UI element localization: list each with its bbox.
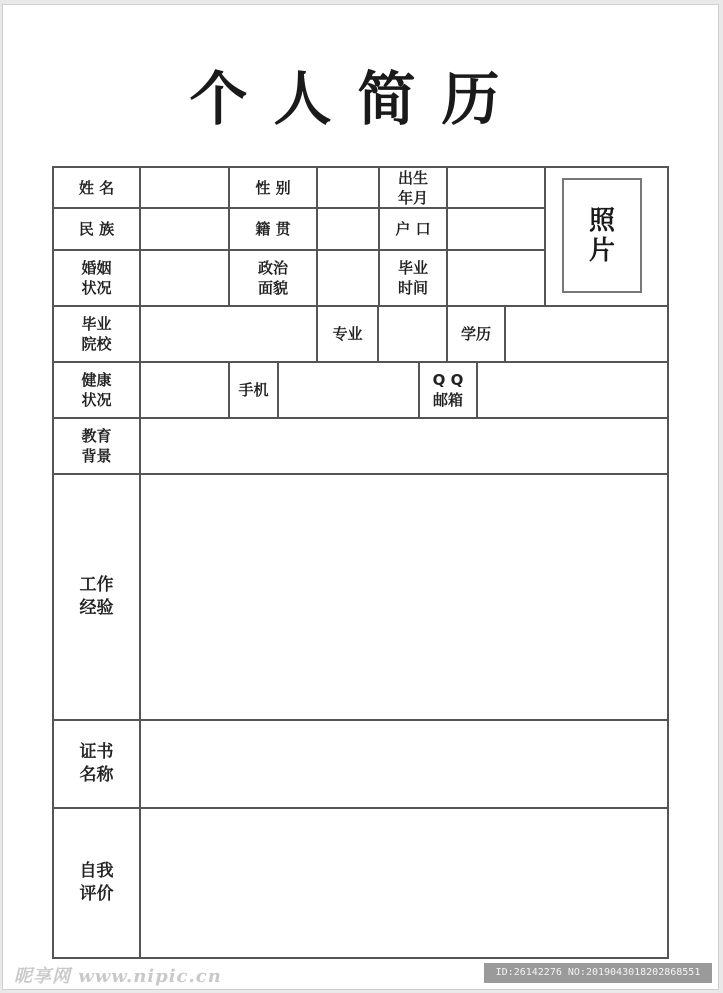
label-cell-native-place <box>230 209 316 249</box>
input-health[interactable] <box>141 363 228 417</box>
label-hukou: 户 口 <box>395 220 431 238</box>
label-education: 教育 背景 <box>81 427 112 465</box>
label-cell-health <box>54 363 139 417</box>
label-cell-certs <box>54 721 139 807</box>
label-cell-hukou <box>380 209 446 249</box>
input-gender[interactable] <box>318 168 378 207</box>
label-ethnicity: 民 族 <box>78 220 115 238</box>
input-self-eval[interactable] <box>141 809 667 957</box>
watermark-id: ID:26142276 NO:20190430182028685​51 <box>484 963 712 983</box>
label-school: 毕业 院校 <box>81 315 112 353</box>
input-education[interactable] <box>141 419 667 473</box>
label-degree: 学历 <box>460 325 491 343</box>
label-birth: 出生 年月 <box>397 168 428 207</box>
label-major: 专业 <box>332 325 363 343</box>
label-cell-marital <box>54 251 139 305</box>
label-cell-school <box>54 307 139 361</box>
label-political: 政治 面貌 <box>257 259 288 297</box>
label-cell-gender <box>230 168 316 207</box>
input-work[interactable] <box>141 475 667 719</box>
label-phone: 手机 <box>238 381 269 399</box>
watermark-logo: 昵享网 www.nipic.cn <box>14 966 222 987</box>
label-cell-education <box>54 419 139 473</box>
label-marital: 婚姻 状况 <box>81 259 112 297</box>
label-cell-name <box>54 168 139 207</box>
input-ethnicity[interactable] <box>141 209 228 249</box>
label-self-eval: 自我 评价 <box>79 861 114 904</box>
label-cell-phone <box>230 363 277 417</box>
label-cell-major <box>318 307 377 361</box>
input-name[interactable] <box>141 168 228 207</box>
input-marital[interactable] <box>141 251 228 305</box>
photo-box[interactable] <box>562 178 642 293</box>
label-cell-ethnicity <box>54 209 139 249</box>
input-school[interactable] <box>141 307 316 361</box>
input-major[interactable] <box>379 307 446 361</box>
label-cell-birth <box>380 168 446 207</box>
label-grad-time: 毕业 时间 <box>397 259 428 297</box>
input-degree[interactable] <box>506 307 667 361</box>
label-cell-self-eval <box>54 809 139 957</box>
label-cell-qq-email <box>420 363 476 417</box>
label-native-place: 籍 贯 <box>255 220 291 238</box>
label-cell-work <box>54 475 139 719</box>
input-political[interactable] <box>318 251 378 305</box>
input-qq-email[interactable] <box>478 363 667 417</box>
label-cell-political <box>230 251 316 305</box>
label-qq-email: Q Q 邮箱 <box>432 371 464 409</box>
input-birth[interactable] <box>448 168 544 207</box>
table-border-bottom <box>52 957 669 959</box>
table-border-right <box>667 166 669 959</box>
label-name: 姓 名 <box>78 178 115 197</box>
photo-label: 照 片 <box>588 205 615 266</box>
label-cell-degree <box>448 307 504 361</box>
label-gender: 性 别 <box>255 178 291 197</box>
label-certs: 证书 名称 <box>79 742 114 785</box>
resume-title: 个人简历 <box>189 65 526 133</box>
input-grad-time[interactable] <box>448 251 544 305</box>
label-cell-grad-time <box>380 251 446 305</box>
input-native-place[interactable] <box>318 209 378 249</box>
input-hukou[interactable] <box>448 209 544 249</box>
label-work: 工作 经验 <box>79 575 114 618</box>
label-health: 健康 状况 <box>81 371 112 409</box>
input-phone[interactable] <box>279 363 418 417</box>
input-certs[interactable] <box>141 721 667 807</box>
